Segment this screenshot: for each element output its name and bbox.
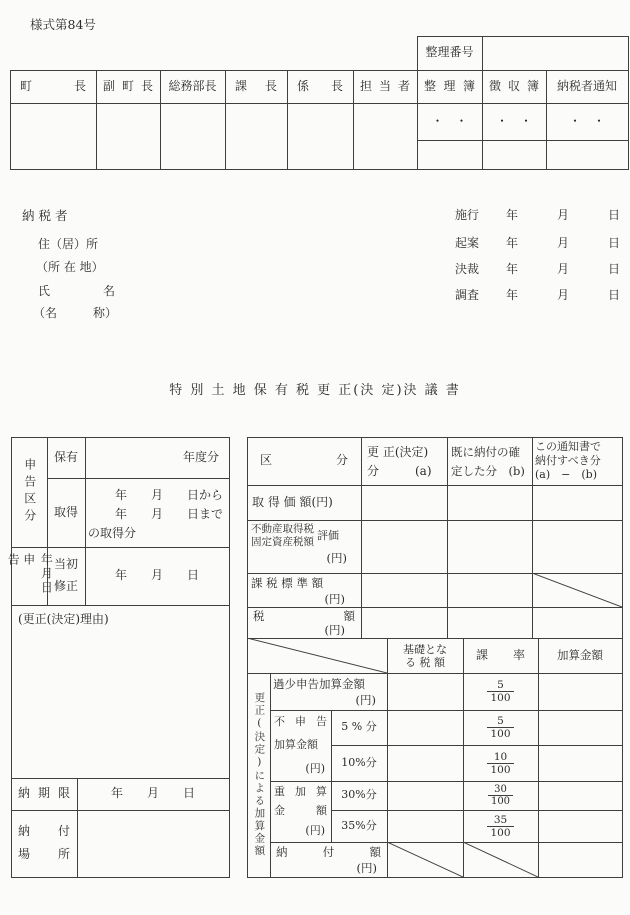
rate-header: 課 率: [476, 647, 525, 662]
approval-row-label: 起案: [455, 236, 480, 250]
assessed-label: 評価: [317, 528, 339, 542]
layout-box: [47, 547, 85, 605]
layout-box: [287, 70, 353, 103]
diagonal-strike-line: [387, 842, 463, 877]
layout-box: [463, 638, 538, 673]
layout-box: [38, 284, 115, 300]
yen-unit-label: (円): [324, 592, 345, 606]
layout-box: [247, 437, 361, 485]
holding-label: 保有: [53, 449, 78, 464]
diagonal-strike-line: [247, 638, 387, 673]
diagonal-strike-line: [387, 842, 463, 877]
rate-fraction-denominator: 100: [487, 727, 513, 740]
layout-box: [225, 70, 287, 103]
rate-fraction-denominator: 100: [488, 795, 513, 807]
understatement-surcharge-label: 過少申告加算金額: [273, 677, 365, 691]
grid-line: [11, 605, 230, 606]
layout-box: [270, 710, 331, 781]
layout-box: [506, 262, 620, 278]
layout-box: [11, 437, 47, 547]
layout-box: [251, 523, 314, 549]
layout-box: [251, 523, 357, 549]
rate-fraction-numerator: 30: [494, 784, 507, 795]
correction-reason-label: (更正(決定)理由): [18, 612, 109, 626]
corrected-amount-header-line2: 分 (a): [367, 464, 432, 478]
header-ledger: 整 理 簿: [424, 78, 475, 93]
grid-line: [11, 877, 230, 878]
already-paid-header-line1: 既に納付の確: [451, 445, 520, 459]
layout-box: [270, 676, 387, 708]
grid-line: [622, 437, 623, 878]
payable-header-line1: この通知書で: [535, 440, 601, 453]
approval-row-label: 決裁: [455, 262, 480, 276]
approval-date-placeholder: 年 月 日: [506, 262, 620, 277]
rate-35pct-label: 35%分: [341, 818, 377, 832]
layout-box: [270, 844, 387, 876]
layout-box: [532, 440, 622, 482]
diagonal-strike-line: [463, 842, 538, 877]
layout-box: [506, 288, 620, 304]
diagonal-strike-line: [532, 573, 622, 607]
initial-label: 当初: [53, 557, 78, 572]
payable-header-line2: 納付すべき分: [535, 454, 601, 467]
layout-box: [482, 70, 546, 103]
surcharge-amount-header: 加算金額: [557, 648, 603, 663]
layout-box: [353, 70, 417, 103]
tax-base-label: 課 税 標 準 額: [251, 576, 324, 590]
layout-box: [463, 673, 538, 710]
header-section-chief: 課 長: [235, 78, 277, 93]
layout-box: [10, 70, 96, 103]
tax-amount-label: 税 額: [253, 609, 355, 623]
payment-place-label-2: 場 所: [18, 847, 70, 862]
payment-deadline-label: 納 期 限: [18, 786, 70, 801]
layout-box: [417, 70, 482, 103]
surcharge-section-vertical-label: 更正(決定)による加算金額: [253, 692, 266, 858]
yen-unit-label: (円): [324, 623, 345, 637]
taxpayer-location-label: （所 在 地）: [36, 260, 104, 274]
declaration-date-label-1: 申告: [6, 553, 36, 579]
acquisition-from-placeholder: 年 月 日から: [115, 488, 224, 502]
yen-unit-label: (円): [356, 861, 377, 875]
form-number: 様式第84号: [30, 17, 96, 32]
rate-10pct-label: 10%分: [341, 755, 377, 769]
header-mayor: 町 長: [20, 78, 86, 93]
taxpayer-address-label: 住（居）所: [38, 237, 99, 251]
acquisition-label: 取得: [53, 504, 78, 519]
date-dots: ・ ・: [568, 113, 605, 128]
yen-unit-label: (円): [355, 693, 376, 707]
layout-box: [463, 710, 538, 745]
layout-box: [247, 609, 361, 637]
acquisition-to-placeholder: 年 月 日まで: [115, 507, 224, 521]
rate-fraction-denominator: 100: [487, 826, 513, 839]
yen-unit-label: (円): [305, 823, 325, 837]
layout-box: [247, 673, 270, 877]
layout-box: [6, 547, 54, 605]
fiscal-year-placeholder: 年度分: [182, 449, 219, 464]
rate-fraction-denominator: 100: [487, 691, 513, 704]
grid-line: [247, 520, 623, 521]
approval-date-placeholder: 年 月 日: [506, 236, 620, 251]
rate-fraction-numerator: 5: [497, 679, 504, 691]
header-general-affairs: 総務部長: [168, 78, 217, 93]
grid-line: [247, 877, 623, 878]
layout-box: [11, 778, 77, 810]
base-tax-header-line1: 基礎とな: [403, 642, 447, 656]
declaration-date-placeholder: 年 月 日: [114, 568, 199, 583]
approval-date-placeholder: 年 月 日: [506, 208, 620, 223]
layout-box: [463, 781, 538, 810]
approval-row-label: 施行: [455, 208, 480, 222]
category-column-header: 区 分: [260, 453, 348, 468]
taxpayer-name-label: 氏 名: [38, 284, 115, 299]
declaration-category-label: 申告区分: [22, 458, 37, 526]
rate-fraction-numerator: 35: [493, 813, 508, 826]
header-deputy-mayor: 副 町 長: [103, 78, 153, 93]
amendment-label: 修正: [53, 579, 78, 593]
grid-line: [10, 169, 629, 170]
yen-unit-label: (円): [305, 761, 325, 775]
yen-unit-label: (円): [326, 551, 347, 565]
corrected-amount-header-line1: 更 正(決定): [367, 445, 429, 459]
layout-box: [96, 70, 160, 103]
property-tax-label-line1: 不動産取得税: [251, 523, 314, 535]
approval-date-placeholder: 年 月 日: [506, 288, 620, 303]
acquisition-value-label: 取 得 価 額(円): [252, 494, 333, 509]
non-declaration-surcharge-label-line1: 不 申 告: [274, 715, 327, 728]
grid-line: [417, 140, 629, 141]
date-dots: ・ ・: [431, 113, 468, 128]
rate-fraction-numerator: 10: [493, 750, 508, 763]
diagonal-strike-line: [463, 842, 538, 877]
payment-deadline-date-placeholder: 年 月 日: [110, 786, 195, 801]
layout-box: [463, 745, 538, 781]
non-declaration-surcharge-label-line2: 加算金額: [274, 738, 318, 752]
grid-line: [538, 638, 539, 878]
rate-30pct-label: 30%分: [341, 788, 377, 802]
diagonal-strike-line: [247, 638, 387, 673]
layout-box: [506, 208, 620, 224]
payment-amount-label: 納 付 額: [276, 845, 381, 859]
acquisition-portion-label: の取得分: [88, 526, 137, 540]
layout-box: [247, 523, 361, 566]
taxpayer-label: 納 税 者: [22, 208, 68, 223]
layout-box: [11, 810, 77, 877]
grid-line: [247, 607, 623, 608]
grid-line: [229, 437, 230, 878]
rate-fraction-numerator: 5: [497, 715, 504, 727]
layout-box: [247, 575, 361, 607]
declaration-date-label-2: 年月日: [39, 553, 54, 595]
rate-5pct-label: 5 % 分: [341, 720, 377, 734]
layout-box: [361, 443, 447, 481]
grid-line: [628, 36, 629, 170]
date-dots: ・ ・: [495, 113, 532, 128]
base-tax-header-line2: る 税 額: [405, 655, 445, 669]
diagonal-strike-line: [532, 573, 622, 607]
rate-fraction-denominator: 100: [487, 763, 513, 776]
layout-box: [447, 443, 532, 481]
page-title: 特 別 土 地 保 有 税 更 正(決 定)決 議 書: [169, 383, 461, 398]
already-paid-header-line2: 定した分 (b): [451, 464, 525, 478]
header-collection-ledger: 徴 収 簿: [489, 78, 539, 93]
approval-row-label: 調査: [455, 288, 480, 302]
heavy-surcharge-label-line1: 重 加 算: [274, 785, 327, 798]
grid-line: [247, 673, 623, 674]
taxpayer-entity-name-label: （名 称）: [33, 306, 118, 320]
layout-box: [463, 810, 538, 842]
layout-box: [506, 236, 620, 252]
header-subsection-chief: 係 長: [297, 78, 343, 93]
header-taxpayer-notice: 納税者通知: [556, 78, 617, 93]
heavy-surcharge-label-line2: 金 額: [274, 804, 327, 818]
ref-number-label: 整理番号: [425, 45, 474, 60]
payable-header-line3: (a) − (b): [535, 468, 597, 481]
layout-box: [85, 486, 229, 543]
payment-place-label-1: 納 付: [18, 823, 70, 838]
header-person-in-charge: 担 当 者: [360, 78, 410, 93]
layout-box: [387, 638, 463, 673]
property-tax-label-line2: 固定資産税額: [251, 536, 314, 548]
layout-box: [270, 781, 331, 842]
